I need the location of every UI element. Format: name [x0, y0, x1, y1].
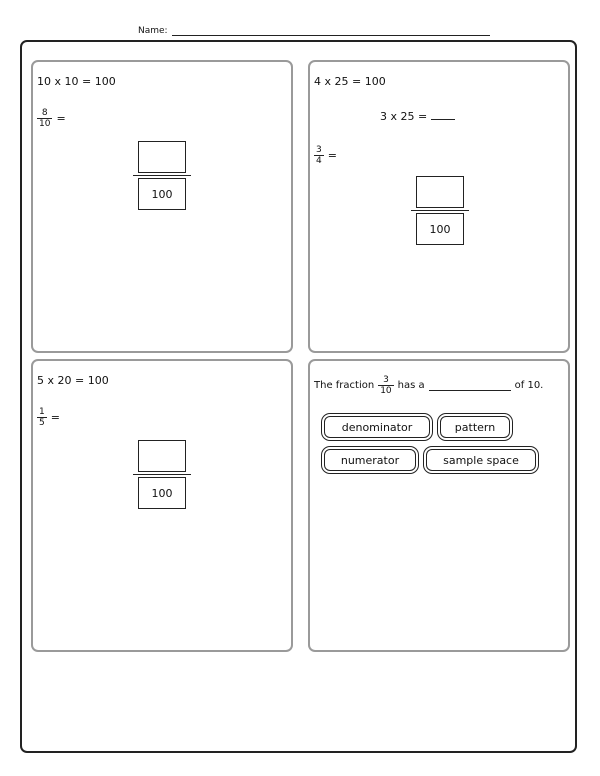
name-label: Name:	[138, 26, 168, 36]
fraction: $\frac{8}{10}$	[39, 108, 51, 129]
name-input-line[interactable]	[172, 26, 490, 36]
choice-sample-space[interactable]: sample space	[426, 449, 536, 471]
choice-numerator[interactable]: numerator	[324, 449, 416, 471]
fraction-row	[37, 407, 60, 428]
equals-sign: =	[56, 112, 66, 125]
fraction-bar	[133, 474, 191, 475]
problem-panel-1	[31, 60, 293, 353]
equals-sign: =	[327, 149, 337, 162]
equation: 4 x 25 = 100	[314, 75, 386, 88]
numerator-answer-box[interactable]	[138, 141, 186, 173]
worksheet	[20, 40, 577, 753]
denominator-box: 100	[416, 213, 464, 245]
numerator-answer-box[interactable]	[416, 176, 464, 208]
equivalent-fraction	[133, 440, 191, 509]
fraction: $\frac{1}{5}$	[39, 407, 45, 428]
multiplication-prompt: 3 x 25 =	[380, 110, 455, 123]
denominator-box: 100	[138, 477, 186, 509]
fraction: $\frac{3}{4}$	[316, 145, 322, 166]
fraction-row	[314, 145, 337, 166]
choice-pattern[interactable]: pattern	[440, 416, 510, 438]
choice-denominator[interactable]: denominator	[324, 416, 430, 438]
equation: 10 x 10 = 100	[37, 75, 116, 88]
problem-panel-3	[31, 359, 293, 652]
problem-panel-2	[308, 60, 570, 353]
fraction-row	[37, 108, 66, 129]
equivalent-fraction	[133, 141, 191, 210]
fraction: $\frac{3}{10}$	[380, 375, 392, 396]
name-row	[138, 26, 490, 36]
denominator-box: 100	[138, 178, 186, 210]
equals-sign: =	[50, 411, 60, 424]
equivalent-fraction	[411, 176, 469, 245]
answer-blank[interactable]	[429, 380, 511, 391]
fill-in-sentence: The fraction $\frac{3}{10}$ has a of 10.	[314, 375, 544, 396]
fraction-bar	[133, 175, 191, 176]
fraction-bar	[411, 210, 469, 211]
numerator-answer-box[interactable]	[138, 440, 186, 472]
equation: 5 x 20 = 100	[37, 374, 109, 387]
answer-blank[interactable]	[431, 110, 455, 120]
vocabulary-panel	[308, 359, 570, 652]
